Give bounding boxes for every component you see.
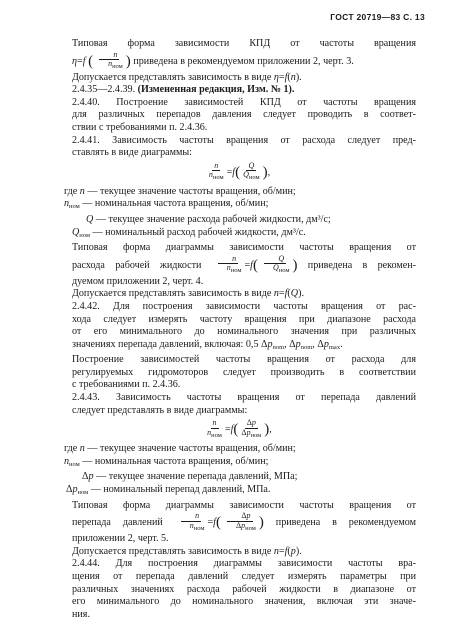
paragraph-typical-form-2: Типовая форма диаграммы зависимости частоты вращения от расхода рабочей жидкости $\frac{n}{n_{ном}}$ =f( $\frac{Q}{Q_{ном}}$ ) приведена в рекомен- дуемом приложении 2, черт. 4. (72, 242, 416, 287)
paragraph-2435: 2.4.35—2.4.39. (Измененная редакция, Изм. № 1). (72, 84, 295, 96)
paragraph-2441: 2.4.41. Зависимость частоты вращения от расхода следует пред- ставлять в виде диаграммы: (72, 134, 416, 159)
definitions-1: где n — текущее значение частоты вращения, об/мин; $n_{ном}$ — номинальная частота вращения, об/мин; Q — текущее значение расхода рабочей жидкости, дм³/с; $Q_{ном}$ — номинальный расход рабочей жидкости, дм³/с. (64, 185, 331, 239)
document-body (60, 38, 416, 621)
paragraph-typical-form-3: Типовая форма диаграммы зависимости частоты вращения от перепада давлений $\frac{n}{n_{ном}}$ =f( $\frac{\Delta p}{\Delta p_{ном}}$ ) приведена в рекомендуемом приложении 2, черт. 5. (72, 499, 417, 545)
paragraph-2443: 2.4.43. Зависимость частоты вращения от перепада давлений следует представлять в виде диаграммы: (72, 392, 416, 416)
paragraph-allowed-3: Допускается представлять зависимость в виде n=f(p). (72, 545, 302, 557)
paragraph-typical-form-1: Типовая форма зависимости КПД от частоты вращения η=f ( $\frac{n}{n_{ном}}$ ) приведена в рекомендуемом приложении 2, черт. 3. (72, 38, 416, 71)
formula-n-of-dp: $\frac{n}{n_{ном}}$ =f( $\frac{\Delta p}{\Delta p_{ном}}$ ), (207, 418, 272, 439)
paragraph-2442: 2.4.42. Для построения зависимости частоты вращения от рас- хода следует измерять частоту вращения при диапазоне расхода от его минимального до номинального значения при различных значениях перепада давлений, включая: 0,5 $\Delta p_{nom}$, $\Delta p_{nom}$, $\Delta p_{max}$. (72, 300, 416, 351)
paragraph-construction: Построение зависимостей частоты вращения от расхода для регулируемых гидромоторов следует производить в соответствии с требованиями п. 2.4.36. (72, 354, 416, 391)
paragraph-2444: 2.4.44. Для построения диаграммы зависимости частоты вра- щения от перепада давлений следует измерять параметры при различных значениях расхода рабочей жидкости в диапазоне от его минимального до номинального значения, включая эти значе- ния. (72, 558, 416, 620)
formula-n-of-q: $\frac{n}{n_{ном}}$ =f( $\frac{Q}{Q_{ном}}$ ), (208, 160, 271, 182)
paragraph-2440: 2.4.40. Построение зависимостей КПД от частоты вращения для различных перепадов давления следует проводить в соответ- ствии с требованиями п. 2.4.36. (72, 96, 416, 133)
fraction-n-over-nnom: $\frac{n}{n_{ном}}$ (94, 51, 125, 72)
paragraph-allowed-1: Допускается представлять зависимость в виде η=f(n). (72, 71, 302, 83)
definitions-2: где n — текущее значение частоты вращения, об/мин; $n_{ном}$ — номинальная частота вращения, об/мин; Δp — текущее значение перепада давлений, МПа; $\Delta p_{ном}$ — номинальный перепад давлений, МПа. (64, 443, 298, 497)
paragraph-allowed-2: Допускается представлять зависимость в виде n=f(Q). (72, 288, 304, 300)
page-header: ГОСТ 20719—83 С. 13 (330, 12, 425, 22)
